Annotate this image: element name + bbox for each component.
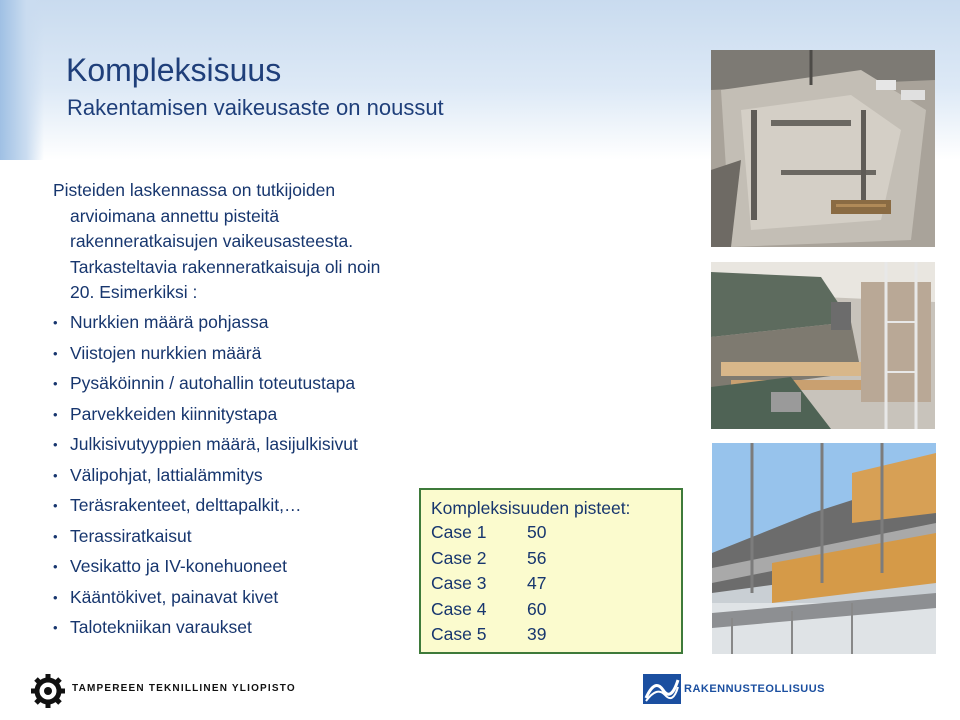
list-item: • Vesikatto ja IV-konehuoneet xyxy=(53,554,358,585)
list-item: • Talotekniikan varaukset xyxy=(53,615,358,646)
case-label: Case 4 xyxy=(431,598,487,619)
case-label: Case 2 xyxy=(431,547,487,568)
header-left-accent xyxy=(0,0,44,160)
list-item: • Kääntökivet, painavat kivet xyxy=(53,585,358,616)
case-score: 60 xyxy=(527,598,547,619)
intro-line: Tarkasteltavia rakenneratkaisuja oli noin xyxy=(70,256,381,277)
rakennusteollisuus-logo-icon xyxy=(643,674,681,704)
list-item: • Välipohjat, lattialämmitys xyxy=(53,463,358,494)
intro-line: rakenneratkaisujen vaikeusasteesta. xyxy=(70,231,354,251)
case-label: Case 3 xyxy=(431,573,487,593)
score-row xyxy=(431,546,681,572)
intro-line: arvioimana annettu pisteitä xyxy=(70,205,280,226)
intro-paragraph xyxy=(53,178,473,306)
list-item: • Teräsrakenteet, delttapalkit,… xyxy=(53,493,358,524)
case-score: 50 xyxy=(527,522,547,542)
list-item: • Viistojen nurkkien määrä xyxy=(53,341,358,372)
bullet-list xyxy=(53,310,358,646)
case-score: 56 xyxy=(527,547,547,568)
case-score: 47 xyxy=(527,573,547,593)
score-box-title: Kompleksisuuden pisteet: xyxy=(431,498,631,518)
score-row xyxy=(431,597,681,623)
case-label: Case 5 xyxy=(431,624,487,644)
construction-photo-scaffolding xyxy=(711,262,935,429)
score-row xyxy=(431,571,681,597)
intro-line: 20. Esimerkiksi : xyxy=(70,282,198,302)
slide-title: Kompleksisuus xyxy=(66,52,282,88)
list-item: • Pysäköinnin / autohallin toteutustapa xyxy=(53,371,358,402)
list-item: • Nurkkien määrä pohjassa xyxy=(53,310,358,341)
case-label: Case 1 xyxy=(431,522,487,542)
score-row xyxy=(431,520,681,546)
university-logo-text: TAMPEREEN TEKNILLINEN YLIOPISTO xyxy=(72,683,296,694)
tut-gear-logo-icon xyxy=(30,673,66,709)
list-item: • Parvekkeiden kiinnitystapa xyxy=(53,402,358,433)
score-row xyxy=(431,622,681,648)
slide-subtitle: Rakentamisen vaikeusaste on noussut xyxy=(67,95,444,120)
list-item: • Terassiratkaisut xyxy=(53,524,358,555)
construction-photo-aerial xyxy=(711,50,935,247)
construction-photo-facade xyxy=(712,443,936,654)
rakennusteollisuus-logo-text: RAKENNUSTEOLLISUUS xyxy=(684,683,826,695)
complexity-score-box xyxy=(419,488,683,654)
case-score: 39 xyxy=(527,624,547,644)
intro-line: Pisteiden laskennassa on tutkijoiden xyxy=(53,180,336,200)
list-item: • Julkisivutyyppien määrä, lasijulkisivut xyxy=(53,432,358,463)
